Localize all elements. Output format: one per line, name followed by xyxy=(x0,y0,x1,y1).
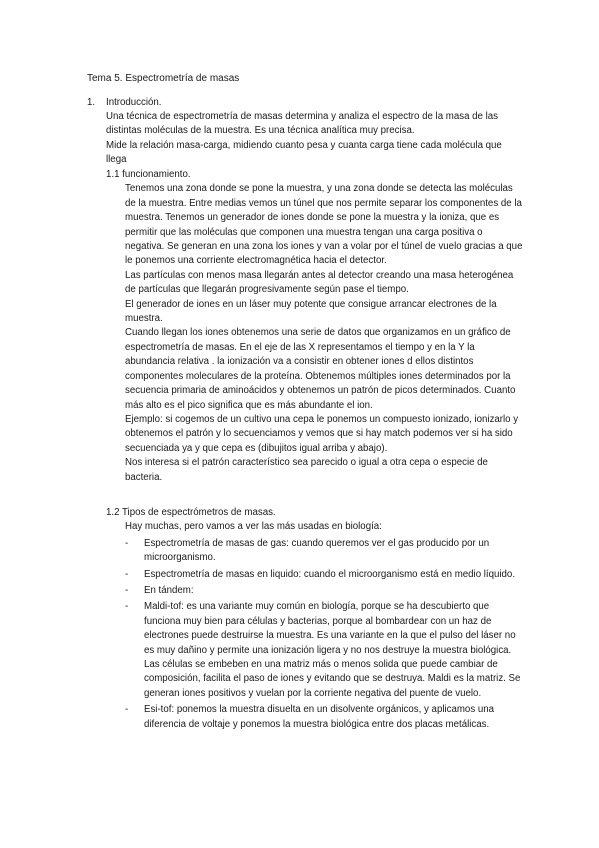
body-paragraph: Tenemos una zona donde se pone la muestra, y una zona donde se detecta las moléculas de la muestra. Entre medias vemos un túnel que nos permite separar los componentes de la muestra. Tenemos un generador de iones donde se pone la muestra y la ioniza, que es permitir que las moléculas que componen una muestra tengan una carga positiva o negativa. Se generan en una zona los iones y van a volar por el túnel de vuelo gracias a que le ponemos una corriente electromagnética hacia el detector. xyxy=(125,183,523,267)
list-item xyxy=(125,703,524,732)
body-paragraph: El generador de iones en un láser muy potente que consigue arrancar electrones de la muestra. xyxy=(125,298,497,325)
list-item xyxy=(125,584,524,598)
list-bullet: - xyxy=(125,585,129,597)
list-item-text: Maldi-tof: es una variante muy común en biología, porque se ha descubierto que funciona muy bien para células y bacterias, porque al bombardear con un haz de electrones puede destruirse la muestra. Es una variante en la que el pulso del láser no es muy dañino y permite una ionización ligera y no nos destruye la muestra biológica. Las células se embeben en una matriz más o menos solida que puede cambiar de composición, facilita el paso de iones y evitando que se destruya. Maldi es la matriz. Se generan iones positivos y vuelan por la corriente negativa del puente de vuelo. xyxy=(144,601,521,699)
list-item xyxy=(125,537,524,566)
intro-paragraph: Mide la relación masa-carga, midiendo cuanto pesa y cuanta carga tiene cada molécula que llega xyxy=(106,139,502,166)
subsection-intro: Hay muchas, pero vamos a ver las más usadas en biología: xyxy=(125,521,382,533)
document-title: Tema 5. Espectrometría de masas xyxy=(87,73,240,84)
list-item-text: En tándem: xyxy=(144,585,194,597)
subsection-heading: 1.1 funcionamiento. xyxy=(106,169,191,180)
section-number: 1. xyxy=(87,97,96,108)
subsection-funcionamiento xyxy=(106,168,526,485)
types-list xyxy=(125,537,524,732)
section-heading: Introducción. xyxy=(106,97,162,108)
subsection-body xyxy=(125,182,524,485)
list-bullet: - xyxy=(125,568,129,580)
subsection-tipos xyxy=(106,506,526,732)
subsection-heading: 1.2 Tipos de espectrómetros de masas. xyxy=(106,507,276,518)
section-intro xyxy=(106,110,524,168)
body-paragraph: Cuando llegan los iones obtenemos una serie de datos que organizamos en un gráfico de espectrometría de masas. En el eje de las X representamos el tiempo y en la Y la abundancia relativa . la ionización va a consistir en obtener iones d ellos distintos componentes moleculares de la proteína. Obtenemos múltiples iones determinados por la secuencia primaria de aminoácidos y obtenemos un patrón de picos determinados. Cuanto más alto es el pico significa que es más abundante el ion. xyxy=(125,327,516,411)
list-item xyxy=(125,600,524,701)
list-bullet: - xyxy=(125,704,129,716)
list-item-text: Espectrometría de masas en liquido: cuando el microorganismo está en medio líquido. xyxy=(144,568,516,580)
list-bullet: - xyxy=(125,537,129,549)
list-item xyxy=(125,568,524,582)
list-bullet: - xyxy=(125,601,129,613)
list-item-text: Espectrometría de masas de gas: cuando queremos ver el gas producido por un microorganismo. xyxy=(144,537,490,564)
intro-paragraph: Una técnica de espectrometría de masas determina y analiza el espectro de la masa de las distintas moléculas de la muestra. Es una técnica analítica muy precisa. xyxy=(106,111,499,137)
body-paragraph: Las partículas con menos masa llegarán antes al detector creando una masa heterogénea de partículas que llegarán progresivamente según pase el tiempo. xyxy=(125,269,514,296)
list-item-text: Esi-tof: ponemos la muestra disuelta en un disolvente orgánicos, y aplicamos una diferencia de voltaje y ponemos la muestra biológica entre dos placas metálicas. xyxy=(144,704,495,730)
body-paragraph: Nos interesa si el patrón característico sea parecido o igual a otra cepa o especie de bacteria. xyxy=(125,457,488,483)
body-paragraph: Ejemplo: si cogemos de un cultivo una cepa le ponemos un compuesto ionizado, ionizarlo y obtenemos el patrón y lo secuenciamos y vemos que si hay match podemos ver si ha sido secuenciada ya y que cepa es (dibujitos igual arriba y abajo). xyxy=(125,413,519,454)
